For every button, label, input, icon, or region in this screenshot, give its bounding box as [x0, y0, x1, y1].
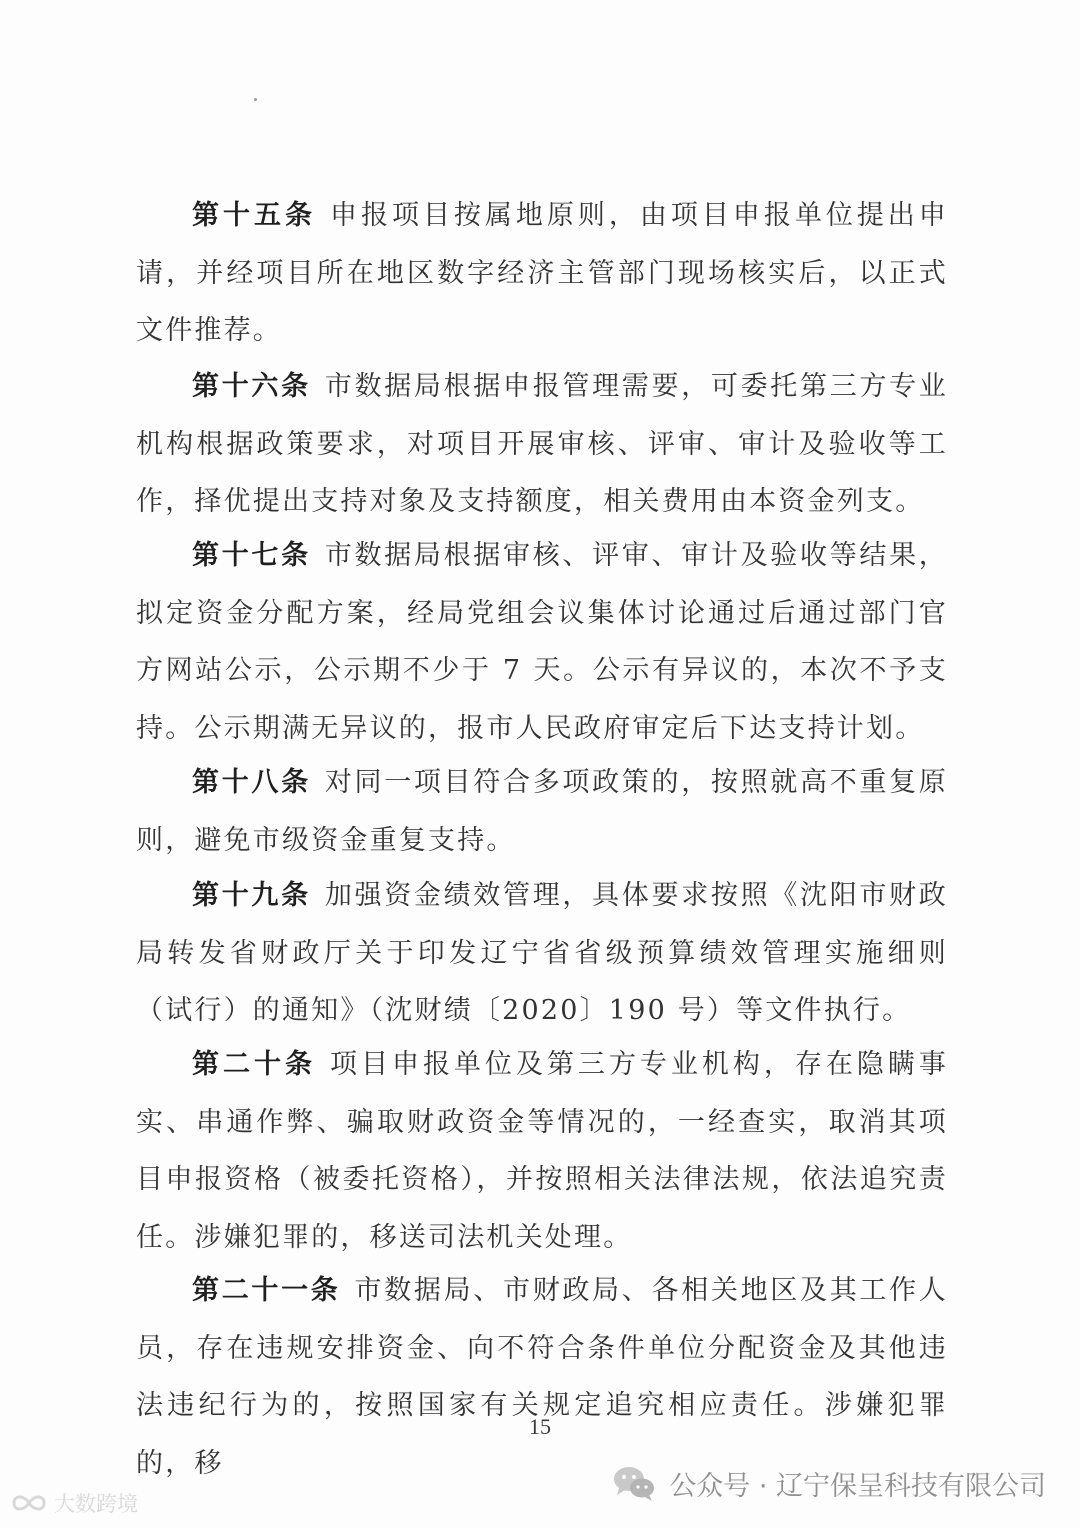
article-heading: 第二十一条: [192, 1275, 341, 1306]
article-heading: 第十五条: [192, 200, 316, 231]
source-watermark-text: 大数跨境: [54, 1492, 138, 1516]
wechat-account-text: 公众号 · 辽宁保呈科技有限公司: [669, 1470, 1046, 1502]
article-heading: 第十七条: [192, 540, 311, 571]
article-20: [136, 1036, 948, 1266]
wechat-icon: [611, 1463, 657, 1503]
source-watermark: [10, 1488, 138, 1518]
article-body: 加强资金绩效管理，具体要求按照《沈阳市财政局转发省财政厅关于印发辽宁省省级预算绩效管理实施细则（试行）的通知》（沈财绩〔2020〕190 号）等文件执行。: [136, 880, 948, 1026]
article-body: 市数据局根据审核、评审、审计及验收等结果，拟定资金分配方案，经局党组会议集体讨论通过后通过部门官方网站公示，公示期不少于 7 天。公示有异议的，本次不予支持。公示期满无异议的，报市人民政府审定后下达支持计划。: [136, 540, 948, 744]
article-body: 申报项目按属地原则，由项目申报单位提出申请，并经项目所在地区数字经济主管部门现场核实后，以正式文件推荐。: [136, 200, 948, 346]
logo-icon: [10, 1490, 48, 1516]
article-body: 市数据局根据申报管理需要，可委托第三方专业机构根据政策要求，对项目开展审核、评审、审计及验收等工作，择优提出支持对象及支持额度，相关费用由本资金列支。: [136, 371, 948, 517]
scan-speck: [254, 98, 257, 101]
article-heading: 第十九条: [192, 880, 311, 911]
article-16: [136, 358, 948, 531]
article-15: [136, 187, 948, 360]
article-19: [136, 867, 948, 1040]
article-body: 项目申报单位及第三方专业机构，存在隐瞒事实、串通作弊、骗取财政资金等情况的，一经查实，取消其项目申报资格（被委托资格），并按照相关法律法规，依法追究责任。涉嫌犯罪的，移送司法机关处理。: [136, 1049, 948, 1253]
article-18: [136, 754, 948, 869]
article-21: [136, 1262, 948, 1492]
article-heading: 第十八条: [192, 767, 311, 798]
article-body: 市数据局、市财政局、各相关地区及其工作人员，存在违规安排资金、向不符合条件单位分配资金及其他违法违纪行为的，按照国家有关规定追究相应责任。涉嫌犯罪的，移: [136, 1275, 948, 1479]
wechat-account-watermark: [611, 1460, 1046, 1506]
article-heading: 第二十条: [192, 1049, 316, 1080]
article-heading: 第十六条: [192, 371, 311, 402]
article-body: 对同一项目符合多项政策的，按照就高不重复原则，避免市级资金重复支持。: [136, 767, 948, 856]
page-number: 15: [529, 1414, 551, 1439]
article-17: [136, 527, 948, 757]
